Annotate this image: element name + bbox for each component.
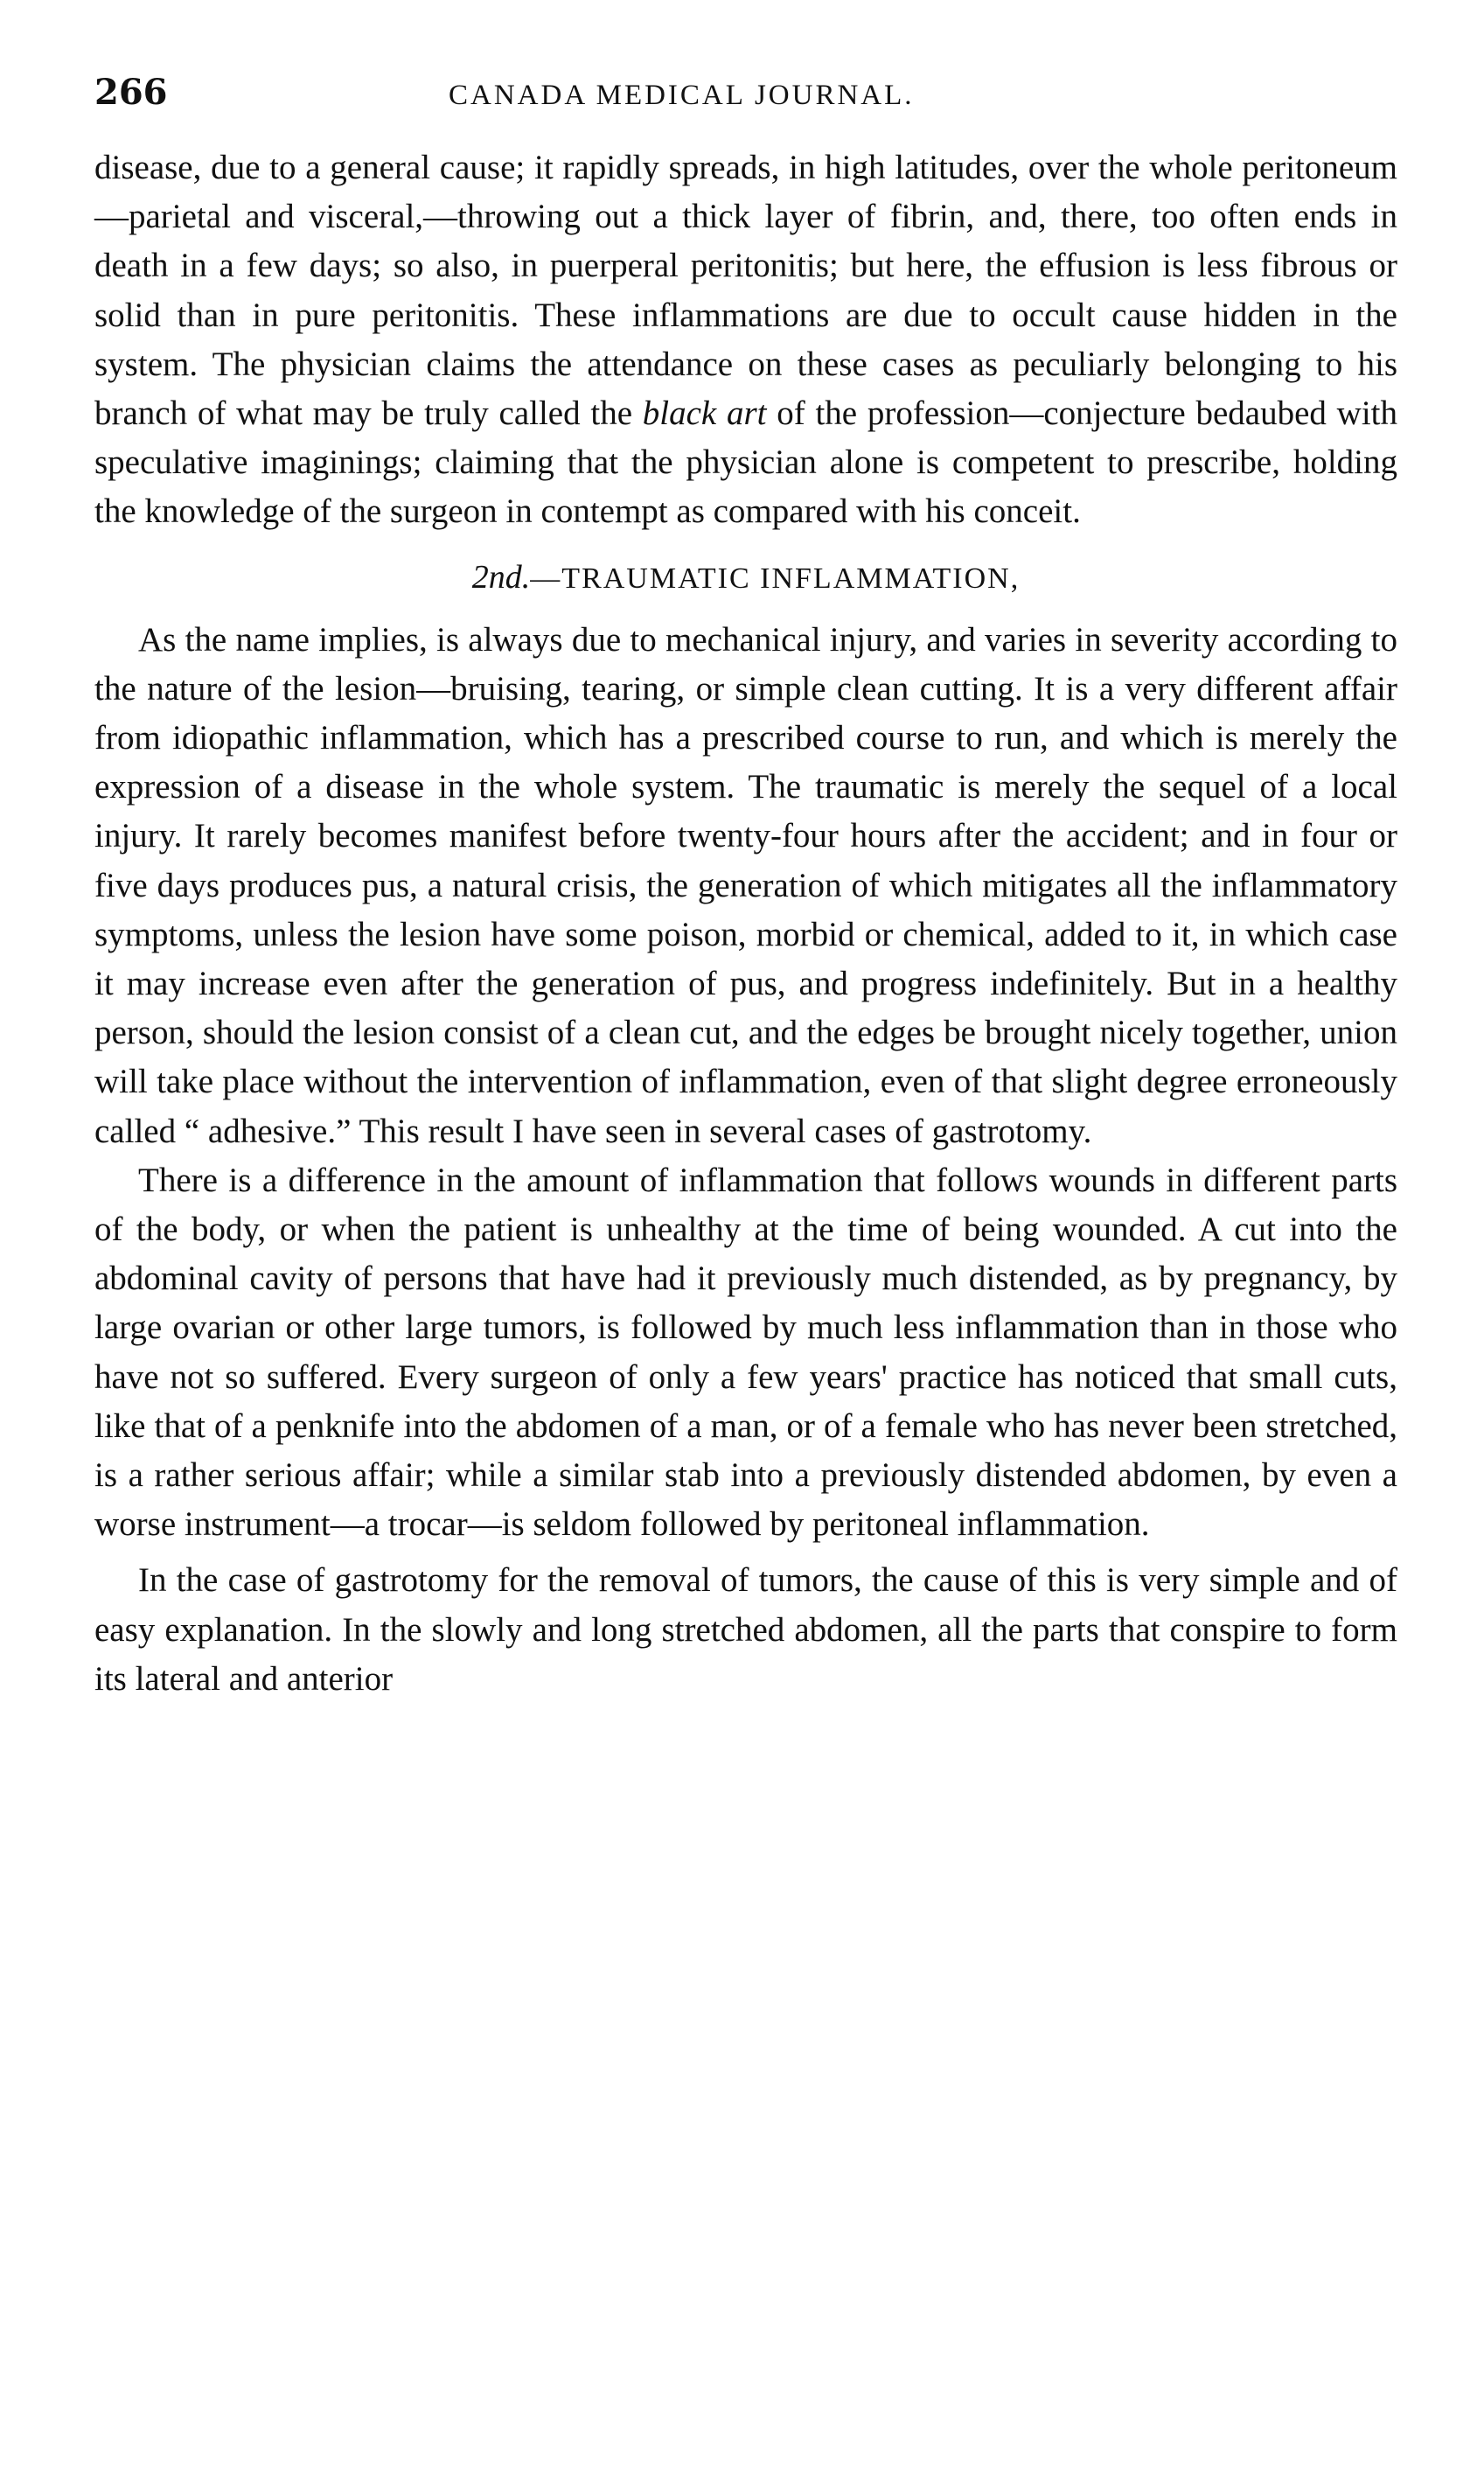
paragraph-4: In the case of gastrotomy for the removal of tumors, the cause of this is very simple and of easy explanation. In the slowly and long stretched abdomen, all the parts that conspire to form its lateral and anterior <box>94 1561 1397 1698</box>
running-head: CANADA MEDICAL JOURNAL. <box>449 80 915 111</box>
section-title: —TRAUMATIC INFLAMMATION, <box>530 562 1021 595</box>
paragraph-1-italic-phrase: black art <box>642 394 767 433</box>
paragraph-gap <box>94 1549 1397 1556</box>
page-number: 266 <box>94 72 168 113</box>
section-heading <box>94 553 1397 604</box>
journal-page <box>94 72 1397 1704</box>
paragraph-1-text-before: disease, due to a general cause; it rapidly spreads, in high latitudes, over the whole peritoneum—parietal and visceral,—throwing out a thick layer of fibrin, and, there, too often ends in death in a few days; so also, in puerperal peritonitis; but here, the effusion is less fibrous or solid than in pure peritonitis. These inflammations are due to occult cause hidden in the system. The physician claims the attendance on these cases as peculiarly belonging to his branch of what may be truly called the <box>94 149 1397 433</box>
paragraph-1 <box>94 143 1397 537</box>
paragraph-3: There is a difference in the amount of inflammation that follows wounds in different parts of the body, or when the patient is unhealthy at the time of being wounded. A cut into the abdominal cavity of persons that have had it previously much distended, as by pregnancy, by large ovarian or other large tumors, is followed by much less inflammation than in those who have not so suffered. Every surgeon of only a few years' practice has noticed that small cuts, like that of a penknife into the abdomen of a man, or of a female who has never been stretched, is a rather serious affair; while a similar stab into a previously distended abdomen, by even a worse instrument—a trocar—is seldom followed by peritoneal inflammation. <box>94 1161 1397 1544</box>
paragraph-1-text-after: of the profession—conjecture bedaubed with speculative imaginings; claiming that the physician alone is competent to prescribe, holding the knowledge of the surgeon in contempt as compared with his conceit. <box>94 394 1398 531</box>
page-header <box>94 72 1397 124</box>
paragraph-2: As the name implies, is always due to mechanical injury, and varies in severity according to the nature of the lesion—bruising, tearing, or simple clean cutting. It is a very different affair from idiopathic inflammation, which has a prescribed course to run, and which is merely the expression of a disease in the whole system. The traumatic is merely the sequel of a local injury. It rarely becomes manifest before twenty-four hours after the accident; and in four or five days produces pus, a natural crisis, the generation of which mitigates all the inflammatory symptoms, unless the lesion have some poison, morbid or chemical, added to it, in which case it may increase even after the generation of pus, and progress indefinitely. But in a healthy person, should the lesion consist of a clean cut, and the edges be brought nicely together, union will take place without the intervention of inflammation, even of that slight degree erroneously called “ adhesive.” This result I have seen in several cases of gastrotomy. <box>94 620 1397 1150</box>
section-ordinal: 2nd. <box>471 558 531 596</box>
